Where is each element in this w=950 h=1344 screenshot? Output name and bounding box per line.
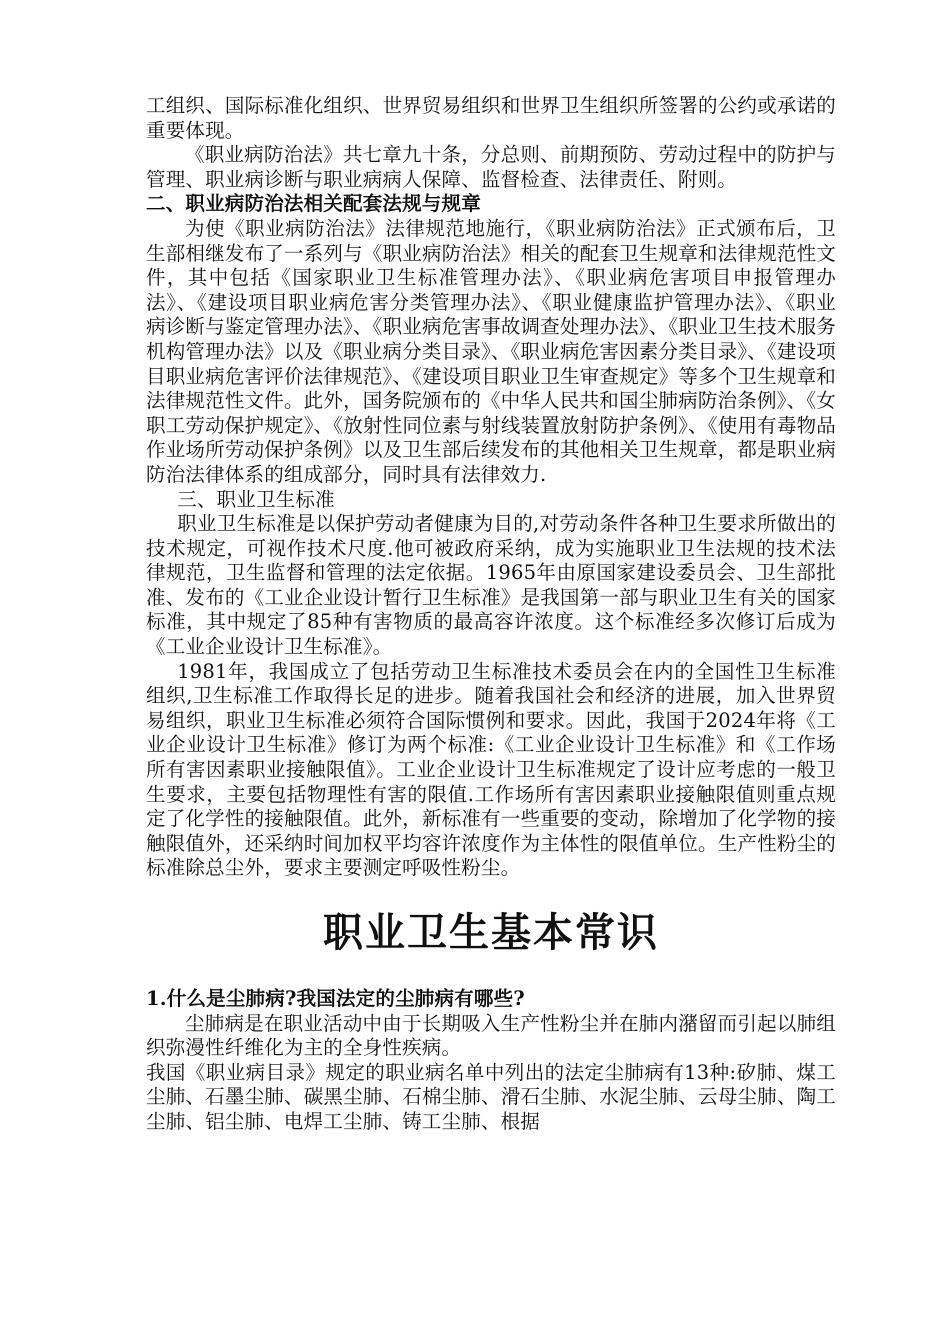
- section-heading-2: 二、职业病防治法相关配套法规与规章: [146, 192, 481, 216]
- paragraph-law-structure: 《职业病防治法》共七章九十条，分总则、前期预防、劳动过程中的防护与管理、职业病诊断与职业病病人保障、监督检查、法律责任、附则。: [146, 143, 836, 191]
- paragraph-standards-history: 1981年，我国成立了包括劳动卫生标准技术委员会在内的全国性卫生标准组织,卫生标准工作取得长足的进步。随着我国社会和经济的进展，加入世界贸易组织，职业卫生标准必须符合国际惯例和要求。因此，我国于2024年将《工业企业设计卫生标准》修订为两个标准:《工业企业设计卫生标准》和《工作场所有害因素职业接触限值》。工业企业设计卫生标准规定了设计应考虑的一般卫生要求，主要包括物理性有害的限值.工作场所有害因素职业接触限值则重点规定了化学性的接触限值。此外，新标准有一些重要的变动，除增加了化学物的接触限值外，还采纳时间加权平均容许浓度作为主体性的限值单位。生产性粉尘的标准除总尘外，要求主要测定呼吸性粉尘。: [146, 659, 836, 880]
- paragraph-intro-continuation: 工组织、国际标准化组织、世界贸易组织和世界卫生组织所签署的公约或承诺的重要体现。: [146, 94, 836, 142]
- question-heading-1: 1.什么是尘肺病?我国法定的尘肺病有哪些?: [146, 987, 525, 1010]
- paragraph-pneumoconiosis-definition: 尘肺病是在职业活动中由于长期吸入生产性粉尘并在肺内潴留而引起以肺组织弥漫性纤维化为主的全身性疾病。: [146, 1011, 836, 1060]
- section-heading-3: 三、职业卫生标准: [177, 487, 335, 511]
- page-title: 职业卫生基本常识: [323, 909, 659, 956]
- document-body: [146, 94, 836, 1135]
- paragraph-pneumoconiosis-list: 我国《职业病目录》规定的职业病名单中列出的法定尘肺病有13种:矽肺、煤工尘肺、石墨尘肺、碳黑尘肺、石棉尘肺、滑石尘肺、水泥尘肺、云母尘肺、陶工尘肺、铝尘肺、电焊工尘肺、铸工尘肺、根据: [146, 1060, 836, 1133]
- paragraph-supporting-regulations: 为使《职业病防治法》法律规范地施行，《职业病防治法》正式颁布后，卫生部相继发布了一系列与《职业病防治法》相关的配套卫生规章和法律规范性文件，其中包括《国家职业卫生标准管理办法》、《职业病危害项目申报管理办法》、《建设项目职业病危害分类管理办法》、《职业健康监护管理办法》、《职业病诊断与鉴定管理办法》、《职业病危害事故调查处理办法》、《职业卫生技术服务机构管理办法》以及《职业病分类目录》、《职业病危害因素分类目录》、《建设项目职业病危害评价法律规范》、《建设项目职业卫生审查规定》等多个卫生规章和法律规范性文件。此外，国务院颁布的《中华人民共和国尘肺病防治条例》、《女职工劳动保护规定》、《放射性同位素与射线装置放射防护条例》、《使用有毒物品作业场所劳动保护条例》以及卫生部后续发布的其他相关卫生规章，都是职业病防治法律体系的组成部分，同时具有法律效力.: [146, 216, 836, 486]
- paragraph-health-standards: 职业卫生标准是以保护劳动者健康为目的,对劳动条件各种卫生要求所做出的技术规定，可视作技术尺度.他可被政府采纳，成为实施职业卫生法规的技术法律规范，卫生监督和管理的法定依据。1965年由原国家建设委员会、卫生部批准、发布的《工业企业设计暂行卫生标准》是我国第一部与职业卫生有关的国家标准，其中规定了85种有害物质的最高容许浓度。这个标准经多次修订后成为《工业企业设计卫生标准》。: [146, 512, 836, 659]
